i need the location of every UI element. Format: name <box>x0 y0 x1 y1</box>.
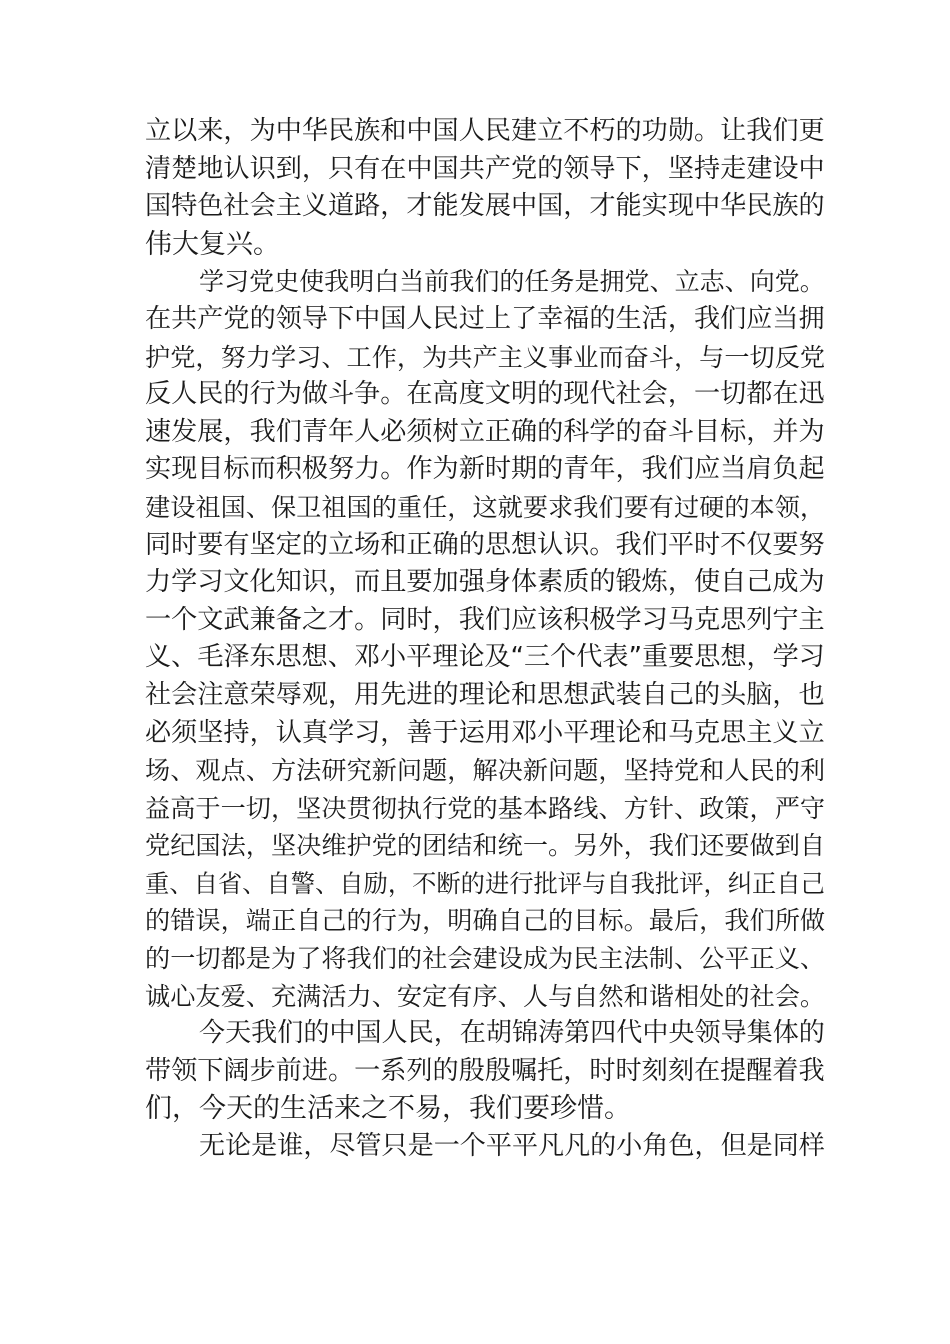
text-line: 同时要有坚定的立场和正确的思想认识。我们平时不仅要努 <box>145 529 825 560</box>
paragraph-first-line: 无论是谁，尽管只是一个平平凡凡的小角色，但是同样 <box>199 1131 825 1162</box>
text-line: 的错误，端正自己的行为，明确自己的目标。最后，我们所做 <box>145 906 826 936</box>
text-line: 伟大复兴。 <box>145 228 280 260</box>
text-line: 重、自省、自警、自励，不断的进行批评与自我批评，纠正自己 <box>145 868 825 898</box>
text-line: 场、观点、方法研究新问题，解决新问题，坚持党和人民的利 <box>145 756 826 786</box>
text-line: 速发展，我们青年人必须树立正确的科学的奋斗目标，并为 <box>145 416 825 447</box>
text-line: 带领下阔步前进。一系列的殷殷嘱托，时时刻刻在提醒着我 <box>145 1055 825 1086</box>
text-line: 国特色社会主义道路，才能发展中国，才能实现中华民族的 <box>145 191 825 222</box>
text-line: 清楚地认识到，只有在中国共产党的领导下，坚持走建设中 <box>145 153 825 184</box>
text-line: 建设祖国、保卫祖国的重任，这就要求我们要有过硬的本领， <box>145 492 826 522</box>
text-line: 益高于一切，坚决贯彻执行党的基本路线、方针、政策，严守 <box>145 793 826 823</box>
text-line: 义、毛泽东思想、邓小平理论及“三个代表”重要思想，学习 <box>145 642 825 673</box>
text-line: 的一切都是为了将我们的社会建设成为民主法制、公平正义、 <box>145 944 826 974</box>
text-line: 实现目标而积极努力。作为新时期的青年，我们应当肩负起 <box>145 454 825 485</box>
text-line: 社会注意荣辱观，用先进的理论和思想武装自己的头脑，也 <box>145 679 825 710</box>
text-line: 们，今天的生活来之不易，我们要珍惜。 <box>145 1093 631 1125</box>
text-line: 立以来，为中华民族和中国人民建立不朽的功勋。让我们更 <box>145 116 825 146</box>
body-text <box>145 113 825 1166</box>
text-line: 在共产党的领导下中国人民过上了幸福的生活，我们应当拥 <box>145 303 825 334</box>
text-line: 护党，努力学习、工作，为共产主义事业而奋斗，与一切反党 <box>145 342 826 372</box>
text-line: 党纪国法，坚决维护党的团结和统一。另外，我们还要做到自 <box>145 831 826 861</box>
text-line: 诚心友爱、充满活力、安定有序、人与自然和谐相处的社会。 <box>145 981 826 1011</box>
text-line: 力学习文化知识，而且要加强身体素质的锻炼，使自己成为 <box>145 567 825 598</box>
paragraph-first-line: 今天我们的中国人民，在胡锦涛第四代中央领导集体的 <box>199 1018 825 1049</box>
text-line: 反人民的行为做斗争。在高度文明的现代社会，一切都在迅 <box>145 379 825 410</box>
text-line: 一个文武兼备之才。同时，我们应该积极学习马克思列宁主 <box>145 604 825 635</box>
paragraph-first-line: 学习党史使我明白当前我们的任务是拥党、立志、向党。 <box>199 267 825 297</box>
text-line: 必须坚持，认真学习，善于运用邓小平理论和马克思主义立 <box>145 717 825 748</box>
